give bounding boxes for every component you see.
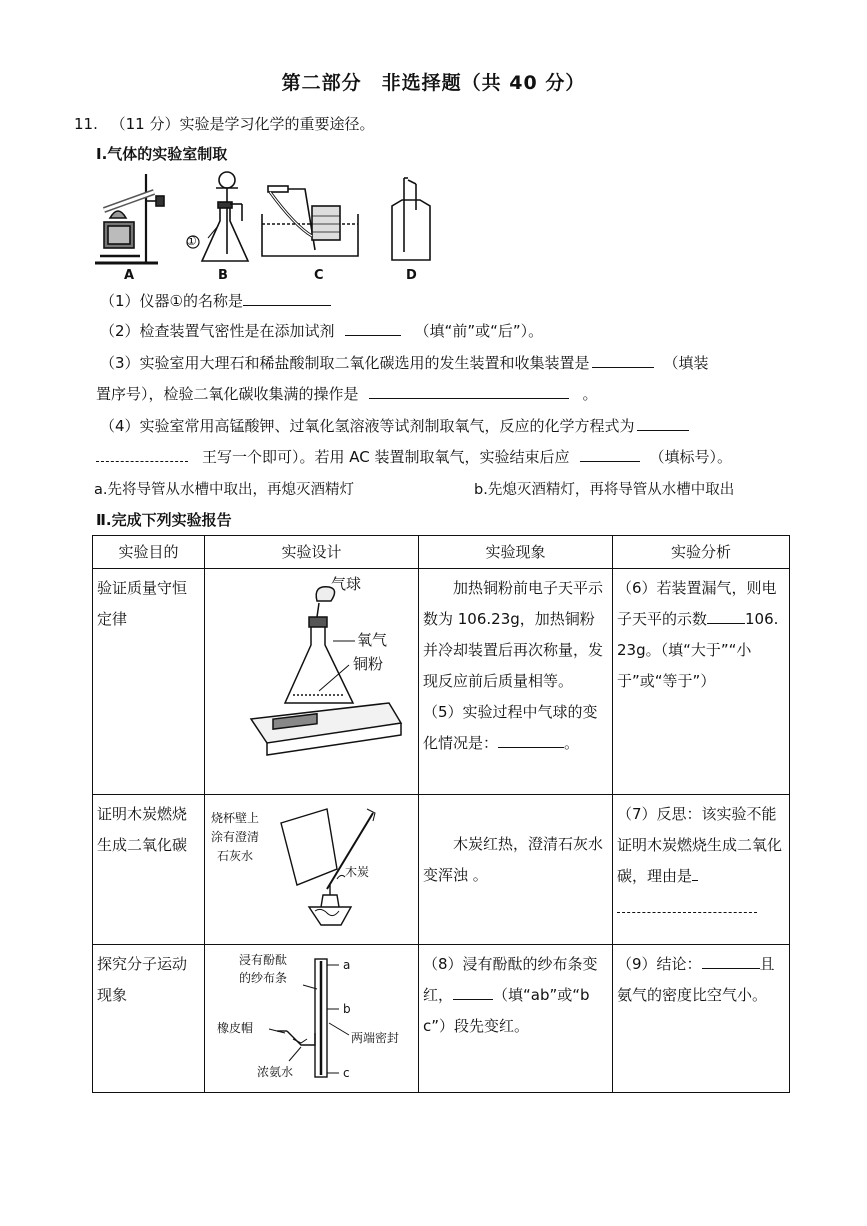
- label-beaker-note-2: 涂有澄清: [211, 830, 260, 844]
- answer-blank-7b[interactable]: [617, 892, 757, 913]
- question-3-text: （3）实验室用大理石和稀盐酸制取二氧化碳选用的发生装置和收集装置是: [100, 354, 590, 372]
- question-3-text-2: 置序号），检验二氧化碳收集满的操作是: [96, 385, 359, 403]
- experiment-report-table: [92, 535, 790, 1093]
- question-4-text: （4）实验室常用高锰酸钾、过氧化氢溶液等试剂制取氧气，反应的化学方程式为: [100, 417, 635, 435]
- answer-blank-2[interactable]: [345, 321, 401, 336]
- question-1: [100, 290, 331, 311]
- label-beaker-note-3: 石灰水: [217, 849, 254, 863]
- circled-number-label: ①: [186, 234, 197, 248]
- row1-design: [205, 569, 419, 795]
- question-4-hint: （填标号）。: [649, 448, 733, 466]
- answer-blank-4a[interactable]: [637, 416, 689, 431]
- table-row: [93, 569, 790, 795]
- header-analysis: 实验分析: [613, 536, 790, 569]
- answer-blank-8[interactable]: [453, 985, 493, 1000]
- question-5-text: （5）实验过程中气球的变化情况是：: [423, 703, 598, 752]
- option-a: a.先将导管从水槽中取出，再熄灭酒精灯: [94, 482, 354, 498]
- label-balloon: 气球: [331, 575, 362, 593]
- header-phenomenon: 实验现象: [419, 536, 613, 569]
- question-3-line-1: [100, 352, 709, 373]
- question-5: [423, 697, 608, 759]
- label-oxygen: 氧气: [357, 631, 388, 649]
- question-6-hint: 106.23g。（填“大于”“小于”或“等于”）: [617, 610, 779, 690]
- answer-blank-3b[interactable]: [369, 384, 569, 399]
- page-title: 第二部分 非选择题（共 40 分）: [281, 72, 586, 94]
- answer-blank-7a[interactable]: [692, 866, 698, 881]
- section-1-heading: Ⅰ.气体的实验室制取: [96, 145, 228, 163]
- answer-blank-4c[interactable]: [580, 447, 640, 462]
- row1-phenomenon-text: 加热铜粉前电子天平示数为 106.23g，加热铜粉并冷却装置后再次称量，发现反应前后质量相等。: [423, 579, 604, 690]
- answer-blank-1[interactable]: [243, 291, 331, 306]
- row2-analysis: [613, 795, 790, 945]
- apparatus-figure: [90, 166, 450, 286]
- label-rubber-cap: 橡皮帽: [217, 1021, 254, 1035]
- question-1-text: （1）仪器①的名称是: [100, 292, 243, 310]
- row1-phenomenon: [419, 569, 613, 795]
- label-point-a: a: [343, 958, 351, 972]
- row2-phenomenon-text: 木炭红热，澄清石灰水变浑浊 。: [423, 835, 604, 884]
- label-copper-powder: 铜粉: [353, 655, 384, 673]
- apparatus-a: [95, 174, 164, 263]
- molecular-motion-figure: [209, 949, 414, 1087]
- question-8-text: （8）浸有酚酞的纱布条变红，: [423, 955, 598, 1004]
- charcoal-combustion-figure: [209, 799, 414, 939]
- label-gauze-2: 的纱布条: [239, 971, 288, 985]
- question-9-text: （9）结论：: [617, 955, 702, 973]
- question-3-line-2: [96, 383, 598, 404]
- answer-blank-3a[interactable]: [592, 353, 654, 368]
- label-sealed-ends: 两端密封: [351, 1031, 400, 1045]
- question-7-text: （7）反思：该实验不能证明木炭燃烧生成二氧化碳，理由是: [617, 805, 783, 885]
- question-3-hint: （填装: [663, 354, 709, 372]
- row3-analysis: [613, 945, 790, 1093]
- answer-blank-9[interactable]: [702, 954, 760, 969]
- question-9-text-2: 且氨气的密度比空气小。: [617, 955, 775, 1004]
- label-charcoal: 木炭: [345, 865, 370, 879]
- row1-analysis: [613, 569, 790, 795]
- header-design: 实验设计: [205, 536, 419, 569]
- apparatus-label-d: D: [406, 268, 417, 283]
- option-b: b.先熄灭酒精灯，再将导管从水槽中取出: [474, 482, 735, 498]
- apparatus-label-c: C: [314, 268, 324, 283]
- section-2-heading: Ⅱ.完成下列实验报告: [96, 511, 232, 529]
- question-8-hint: （填“ab”或“bc”）段先变红。: [423, 986, 590, 1035]
- question-5-end: 。: [564, 734, 580, 752]
- table-row: [93, 945, 790, 1093]
- row3-phenomenon: [419, 945, 613, 1093]
- row2-phenomenon: [419, 795, 613, 945]
- mass-conservation-figure: [209, 573, 414, 783]
- label-point-b: b: [343, 1002, 351, 1016]
- label-point-c: c: [343, 1066, 350, 1080]
- apparatus-label-b: B: [218, 268, 228, 283]
- table-row: [93, 795, 790, 945]
- label-gauze-1: 浸有酚酞: [239, 953, 288, 967]
- question-6-text: （6）若装置漏气，则电子天平的示数: [617, 579, 777, 628]
- row1-purpose: 验证质量守恒定律: [93, 569, 205, 795]
- question-3-end: 。: [582, 385, 598, 403]
- label-conc-ammonia: 浓氨水: [257, 1065, 294, 1079]
- question-number: 11.: [74, 115, 98, 133]
- question-4-line-1: [100, 415, 689, 436]
- answer-blank-4b[interactable]: [96, 447, 188, 462]
- answer-blank-5[interactable]: [498, 733, 564, 748]
- row3-design: [205, 945, 419, 1093]
- row2-design: [205, 795, 419, 945]
- question-4-line-2: [96, 446, 732, 467]
- row2-purpose: 证明木炭燃烧生成二氧化碳: [93, 795, 205, 945]
- question-2: [100, 320, 543, 341]
- apparatus-c: [262, 186, 358, 256]
- question-4-text-2: 王写一个即可）。若用 AC 装置制取氧气，实验结束后应: [202, 448, 570, 466]
- table-header-row: [93, 536, 790, 569]
- question-intro-text: （11 分）实验是学习化学的重要途径。: [110, 115, 375, 133]
- header-purpose: 实验目的: [93, 536, 205, 569]
- row3-purpose: 探究分子运动现象: [93, 945, 205, 1093]
- question-11-intro: [74, 113, 375, 134]
- question-2-hint: （填“前”或“后”）。: [414, 322, 544, 340]
- answer-blank-6[interactable]: [707, 609, 745, 624]
- question-2-text: （2）检查装置气密性是在添加试剂: [100, 322, 335, 340]
- apparatus-label-a: A: [124, 268, 135, 283]
- balance-flask-svg: [209, 573, 414, 783]
- apparatus-d: [392, 178, 430, 260]
- label-beaker-note-1: 烧杯壁上: [211, 811, 260, 825]
